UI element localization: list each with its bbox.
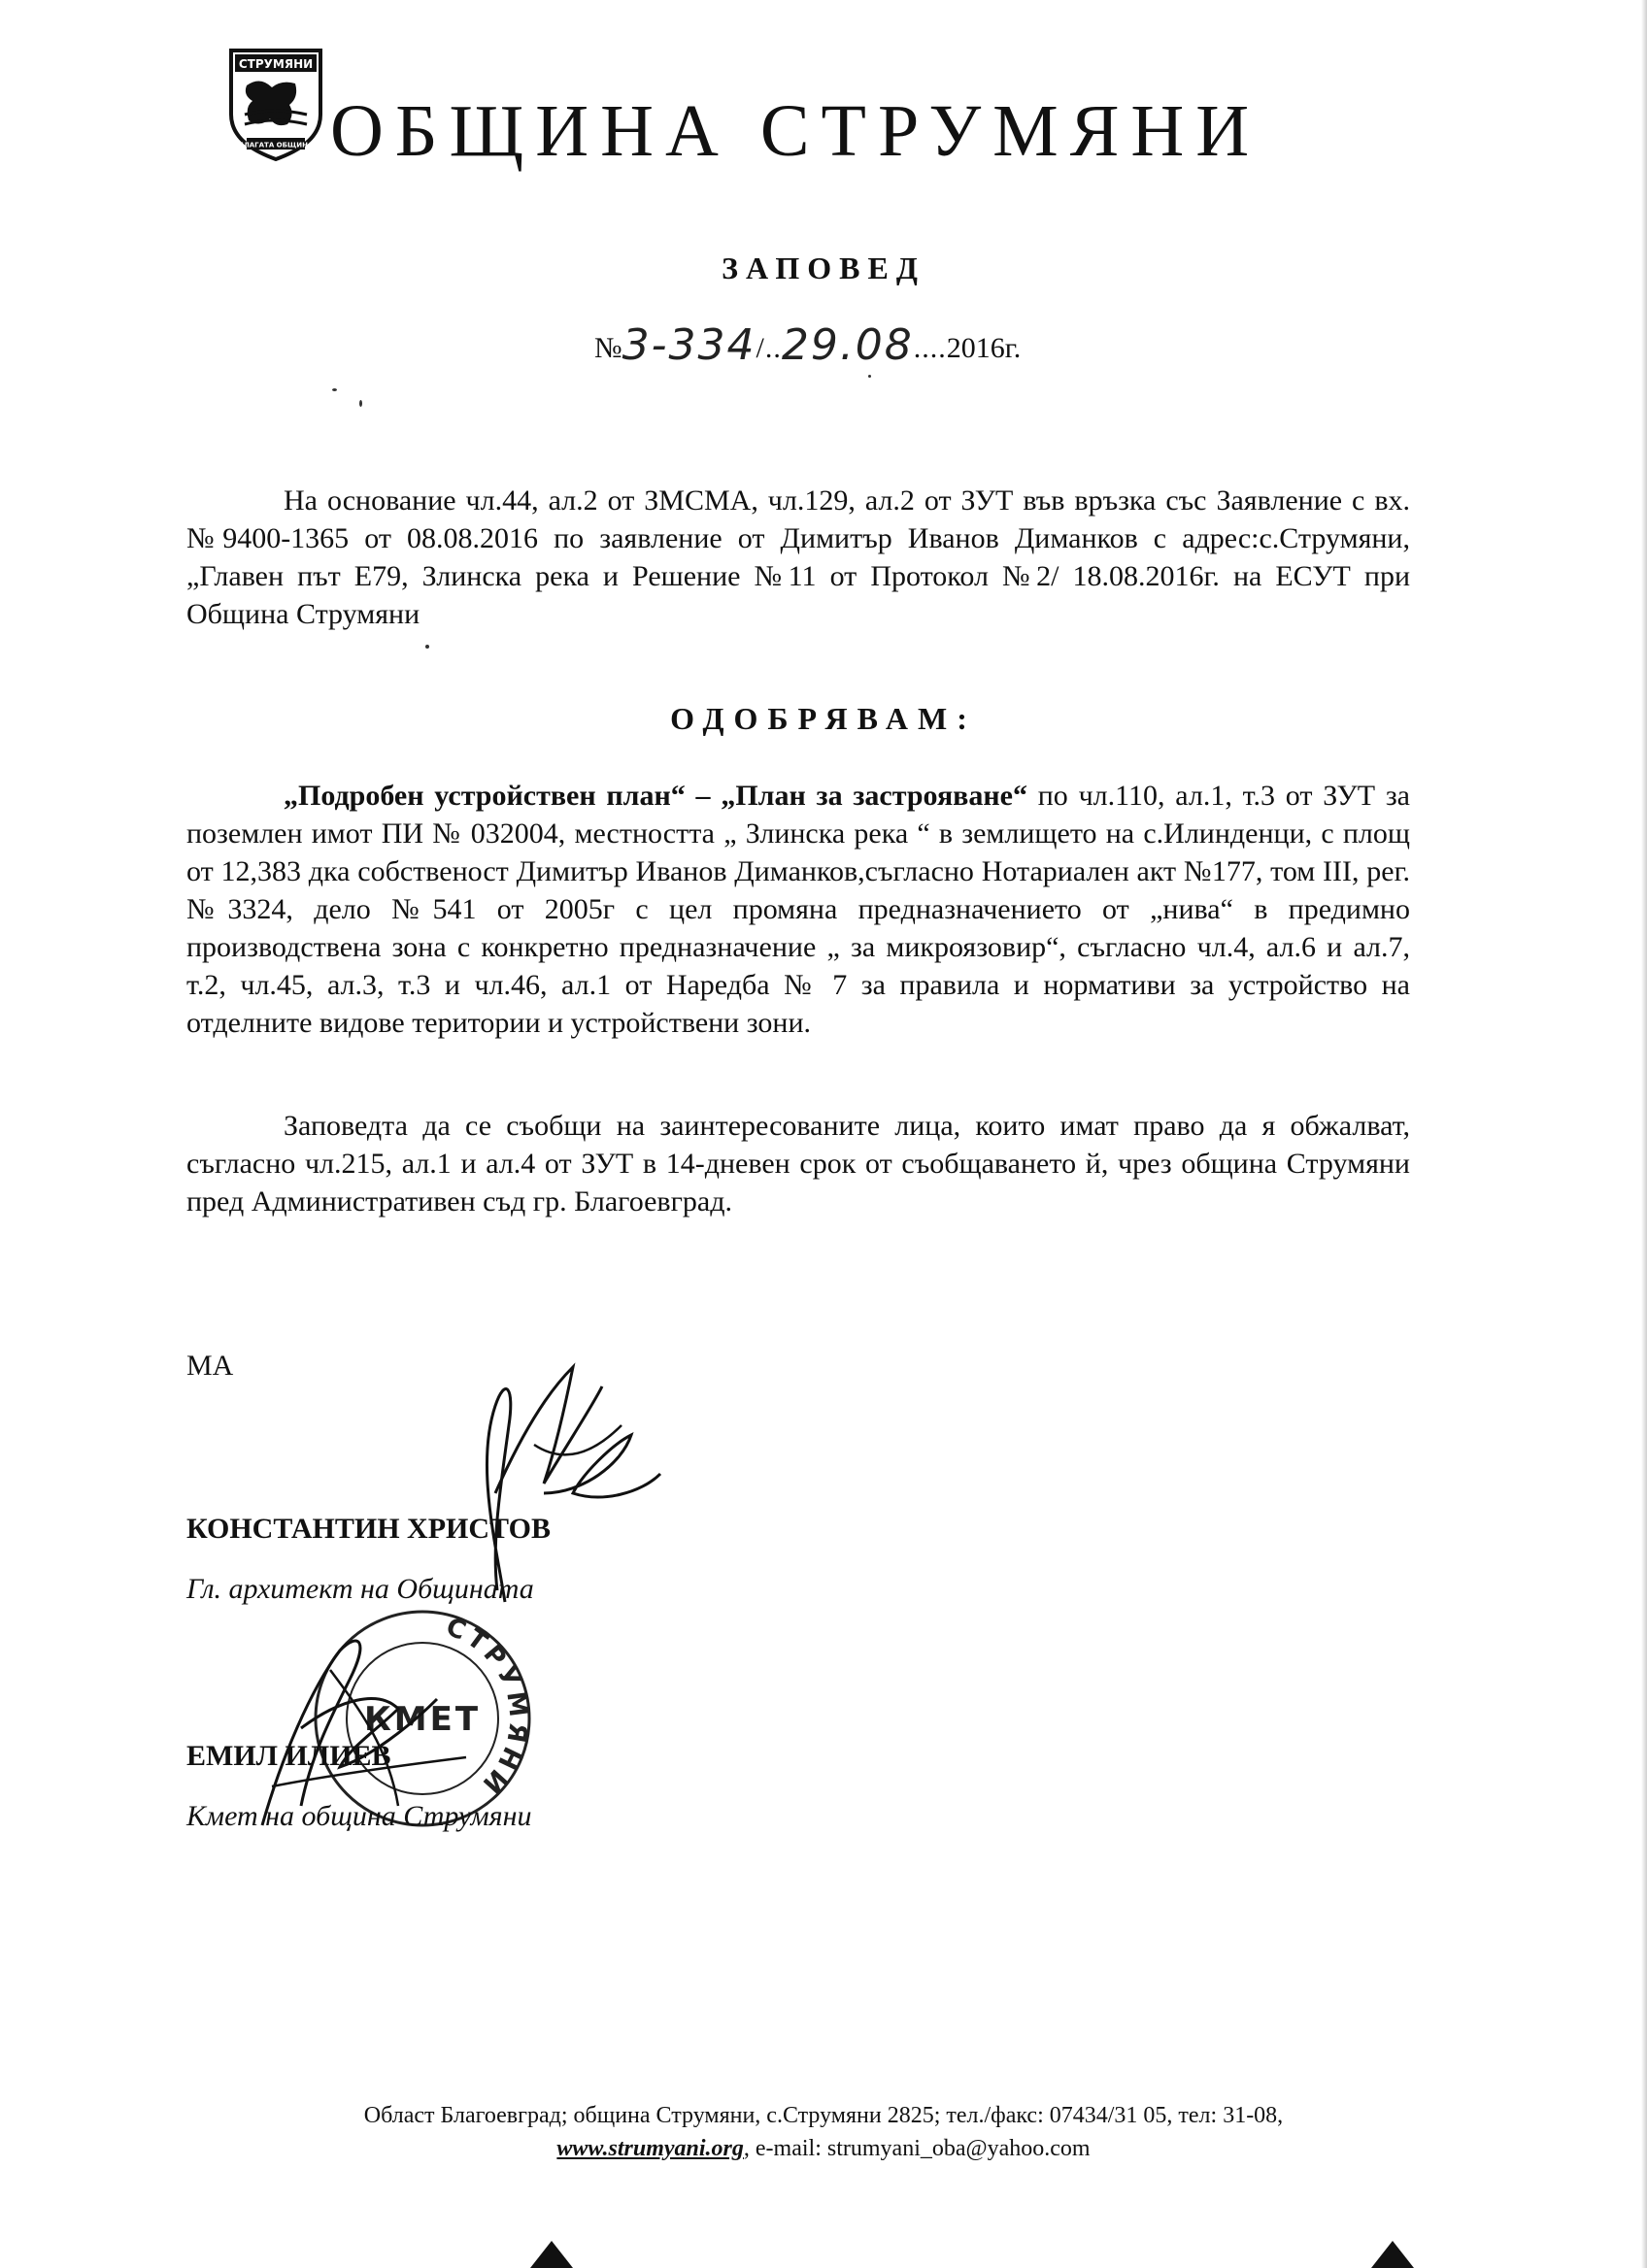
order-dots-1: ..	[764, 332, 782, 364]
order-number-handwritten: 3-334	[622, 320, 756, 370]
signatory-2-name: ЕМИЛ ИЛИЕВ	[186, 1740, 391, 1772]
footer-contact-line	[0, 2132, 1647, 2165]
scan-registration-mark-left	[530, 2241, 573, 2268]
order-date-handwritten: 29.08	[781, 320, 914, 370]
svg-text:СТРУМЯНИ: СТРУМЯНИ	[238, 57, 314, 71]
scan-speck	[425, 645, 429, 649]
scan-speck	[359, 400, 362, 407]
basis-paragraph-text: На основание чл.44, ал.2 от ЗМСМА, чл.129, ал.2 от ЗУТ във връзка със Заявление с вх. №9400-1365 от 08.08.2016 по заявление от Димитър Иванов Диманков с адрес:с.Струмяни, „Главен път Е79, Злинска река и Решение №11 от Протокол №2/ 18.08.2016г. на ЕСУТ при Община Струмяни	[186, 484, 1410, 630]
scan-speck	[868, 375, 871, 378]
municipality-crest-logo	[225, 47, 326, 161]
footer-website-link[interactable]: www.strumyani.org	[556, 2136, 744, 2161]
svg-text:СТРУМЯНИ: СТРУМЯНИ	[441, 1612, 533, 1802]
initials-label: МА	[186, 1350, 234, 1382]
notice-paragraph	[186, 1107, 1410, 1220]
footer-address-line: Област Благоевград; община Струмяни, с.Струмяни 2825; тел./факс: 07434/31 05, тел: 31-08,	[363, 2103, 1284, 2128]
approval-plan-title: „Подробен устройствен план“ – „План за застрояване“	[284, 780, 1027, 812]
order-separator: /	[756, 332, 765, 364]
footer-email[interactable]: strumyani_oba@yahoo.com	[826, 2136, 1091, 2161]
signatory-2-role: Кмет на община Струмяни	[186, 1800, 532, 1832]
municipality-title: ОБЩИНА СТРУМЯНИ	[330, 90, 1261, 172]
signatory-1-role: Гл. архитект на Общината	[186, 1573, 534, 1605]
scan-edge-shadow	[1641, 0, 1647, 2268]
approval-paragraph-text: по чл.110, ал.1, т.3 от ЗУТ за поземлен имот ПИ № 032004, местността „ Злинска река “ в землището на с.Илинденци, с площ от 12,383 дка собственост Димитър Иванов Диманков,съгласно Нотариален акт №177, том III, рег. №3324, дело №541 от 2005г с цел промяна предназначението от „нива“ в предимно производствена зона с конкретно предназначение „ за микроязовир“, съгласно чл.4, ал.6 и ал.7, т.2, чл.45, ал.3, т.3 и чл.46, ал.1 от Наредба № 7 за правила и нормативи за устройство на отделните видове територии и устройствени зони.	[186, 780, 1410, 1039]
svg-text:КМЕТ: КМЕТ	[363, 1700, 482, 1739]
signature-1-handwritten	[437, 1348, 670, 1610]
official-stamp	[291, 1592, 534, 1835]
scan-registration-mark-right	[1371, 2241, 1414, 2268]
notice-paragraph-text: Заповедта да се съобщи на заинтересованите лица, които имат право да я обжалват, съгласно чл.215, ал.1 и ал.4 от ЗУТ в 14-дневен срок от съобщаването й, чрез община Струмяни пред Административен съд гр. Благоевград.	[186, 1110, 1410, 1217]
order-dots-2: ....	[913, 332, 947, 364]
order-number-prefix: №	[594, 332, 622, 364]
footer-email-label: , e-mail:	[743, 2136, 827, 2161]
order-number-line	[594, 320, 1021, 370]
svg-text:БЛАГАТА ОБЩИНА: БЛАГАТА ОБЩИНА	[238, 141, 314, 150]
document-type-heading: ЗАПОВЕД	[722, 250, 925, 285]
basis-paragraph	[186, 482, 1410, 633]
approval-paragraph	[186, 777, 1410, 1042]
signatory-1-name: КОНСТАНТИН ХРИСТОВ	[186, 1513, 551, 1545]
footer	[0, 2099, 1647, 2165]
order-year: 2016г.	[946, 332, 1022, 364]
approve-heading: ОДОБРЯВАМ:	[670, 701, 977, 736]
scan-speck	[332, 388, 337, 391]
